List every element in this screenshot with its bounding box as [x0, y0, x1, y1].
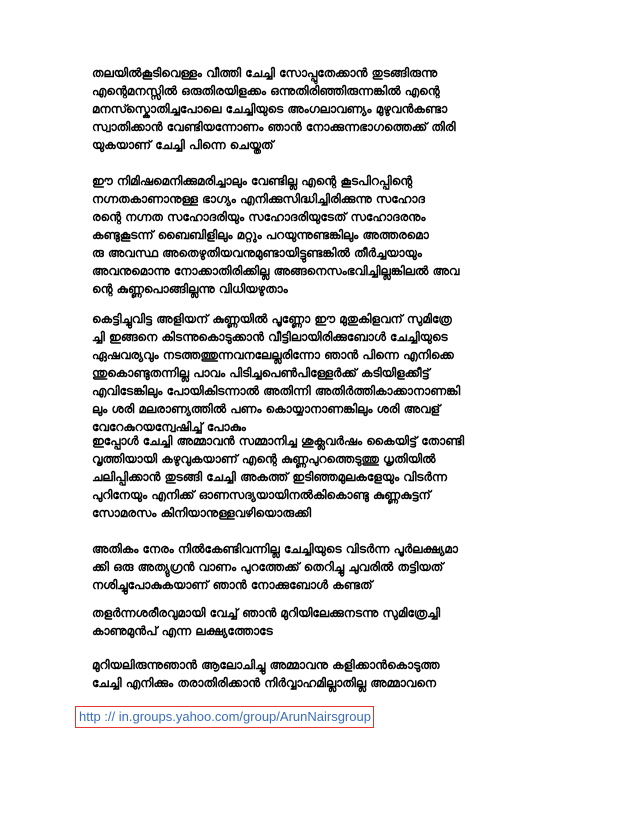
paragraph-3 — [92, 310, 562, 436]
text-line: വൃത്തിയായി കഴുവുകയാണ് എന്റെ കുണ്ണപുറത്തെടുത്തു ധൃതിയിൽ — [92, 452, 436, 466]
paragraph-5 — [92, 540, 562, 594]
text-line: അതികം നേരം നിൽകേണ്ടിവന്നില്ല ചേച്ചിയുടെ വിടർന്ന പൂർലക്ഷ്യമാ — [92, 542, 458, 556]
paragraph-6 — [92, 604, 562, 640]
text-line: കെട്ടിച്ചുവിട്ട അളിയന് കുണ്ണയിൽ പൂണ്ണോ ഈ മുതുകിളവന് സുമിത്രേ — [92, 312, 452, 326]
text-line: വേറേകുറയന്വേഷിച്ച് പോകും — [92, 420, 246, 434]
text-line: ച്ചി ഇങ്ങനെ കിടന്നുകൊടുക്കാൻ വീട്ടിലായിരിക്കുബോൾ ചേച്ചിയുടെ — [92, 330, 448, 344]
text-line: ചേച്ചി എനിക്കും തരാതിരിക്കാൻ നിർവ്വാഹമില്ലാതില്ല അമ്മാവനെ — [92, 676, 437, 690]
text-line: ചലിപ്പിക്കാൻ തുടങ്ങി ചേച്ചി അകത്ത് ഇടിഞ്ഞമുലകളേയും വിടർന്ന — [92, 470, 448, 484]
text-line: രു അവസ്ഥ അതെഴുതിയവനുമുണ്ടായിട്ടുണ്ടങ്കിൽ തീർച്ചയായും — [92, 246, 422, 260]
paragraph-2 — [92, 172, 562, 298]
paragraph-4 — [92, 432, 562, 522]
text-line: കണ്ടുകൂടന്ന് ബൈബിളിലും മറ്റും പറയുന്നുണ്ടങ്കിലും അത്തരമൊ — [92, 228, 429, 242]
paragraph-7 — [92, 656, 562, 692]
text-line: യുകയാണ് ചേച്ചി പിന്നെ ചെയ്തത് — [92, 138, 274, 152]
text-line: അവനുമൊന്നു നോക്കാതിരിക്കില്ല അങ്ങനെസംഭവിച്ചില്ലങ്കിലൽ അവ — [92, 264, 460, 278]
text-line: എന്റെമനസ്സിൽ ഒരുതിരയിളക്കം ഒന്നുതിരിഞ്ഞിരുന്നങ്കിൽ എന്റെ — [92, 84, 440, 98]
text-line: മുറിയലിരുന്നുഞാൻ ആലോചിച്ചു അമ്മാവനു കളിക്കാൻകൊടുത്ത — [92, 658, 440, 672]
text-line: നഗ്നതകാണാനുള്ള ഭാഗ്യം എനിക്കുസിദ്ധിച്ചിരിക്കുന്നു സഹോദ — [92, 192, 425, 206]
text-line: ക്കി ഒരു അത്യുഗ്രൻ വാണം പുറത്തേക്ക് തെറിച്ചു ചുവരിൽ തട്ടിയത് — [92, 560, 444, 574]
text-line: എവിടേങ്കിലും പോയികിടന്നാൽ അതിന്നി അതിർത്തികാക്കാനാണങ്കി — [92, 384, 461, 398]
text-line: രന്റെ നഗ്നത സഹോദരിയും സഹോദരിയുടേത് സഹോദരനും — [92, 210, 426, 224]
text-line: കാണുമുൻപ് എന്ന ലക്ഷ്യത്തോടേ — [92, 624, 273, 638]
text-line: സോമരസം കിനിയാനുള്ളവഴിയൊരുക്കി — [92, 506, 312, 520]
text-line: തലയിൽകൂടിവെള്ളം വീത്തി ചേച്ചി സോപ്പുതേക്കാൻ തുടങ്ങിരുന്നു — [92, 66, 438, 80]
text-line: തളർന്നശരീരവുമായി വേച്ച് ഞാൻ മുറിയിലേക്കുനടന്നു സുമിത്രേച്ചി — [92, 606, 441, 620]
text-line: ന്റെ കുണ്ണപൊങ്ങില്ലന്നു വിധിയഴുതാം — [92, 282, 288, 296]
text-line: ലും ശരി മലരാണ്യത്തിൽ പണം കൊയ്യാനാണങ്കിലും ശരി അവള് — [92, 402, 441, 416]
text-line: സ്വാതിക്കാൻ വേണ്ടിയന്നോണം ഞാൻ നോക്കുന്നഭാഗത്തെക്ക് തിരി — [92, 120, 456, 134]
source-link[interactable]: http :// in.groups.yahoo.com/group/ArunNairsgroup — [75, 706, 374, 728]
paragraph-1 — [92, 64, 562, 154]
text-line: ഈ നിമിഷമെനിക്കുമരിച്ചാലും വേണ്ടില്ല എന്റെ കൂടപിറപ്പിന്റെ — [92, 174, 413, 188]
text-line: നശിച്ചുപോകുകയാണ് ഞാൻ നോക്കുബോൾ കണ്ടത് — [92, 578, 373, 592]
text-line: പുറിനേയും എനിക്ക് ഓണസദ്യയായിനൽകികൊണ്ടു കുണ്ണകുട്ടന് — [92, 488, 431, 502]
text-line: മനസ്സ്കൊതിച്ചപോലെ ചേച്ചിയുടെ അംഗലാവണ്യം മുഴുവൻകണ്ടാ — [92, 102, 448, 116]
text-line: ഏഷവര്യവും നടത്തത്തുന്നവനലേല്ലരിന്നോ ഞാൻ പിന്നെ എനിക്കെ — [92, 348, 454, 362]
text-line: ഇപ്പോൾ ചേച്ചി അമ്മാവൻ സമ്മാനിച്ച ശുക്ലവർഷം കൈയിട്ട് തോണ്ടി — [92, 434, 465, 448]
text-line: ന്തുകൊണ്ടുതന്നില്ല പാവം പിടിച്ചപെൺപിള്ളേർക്ക് കടിയിളക്കീട്ട് — [92, 366, 430, 380]
